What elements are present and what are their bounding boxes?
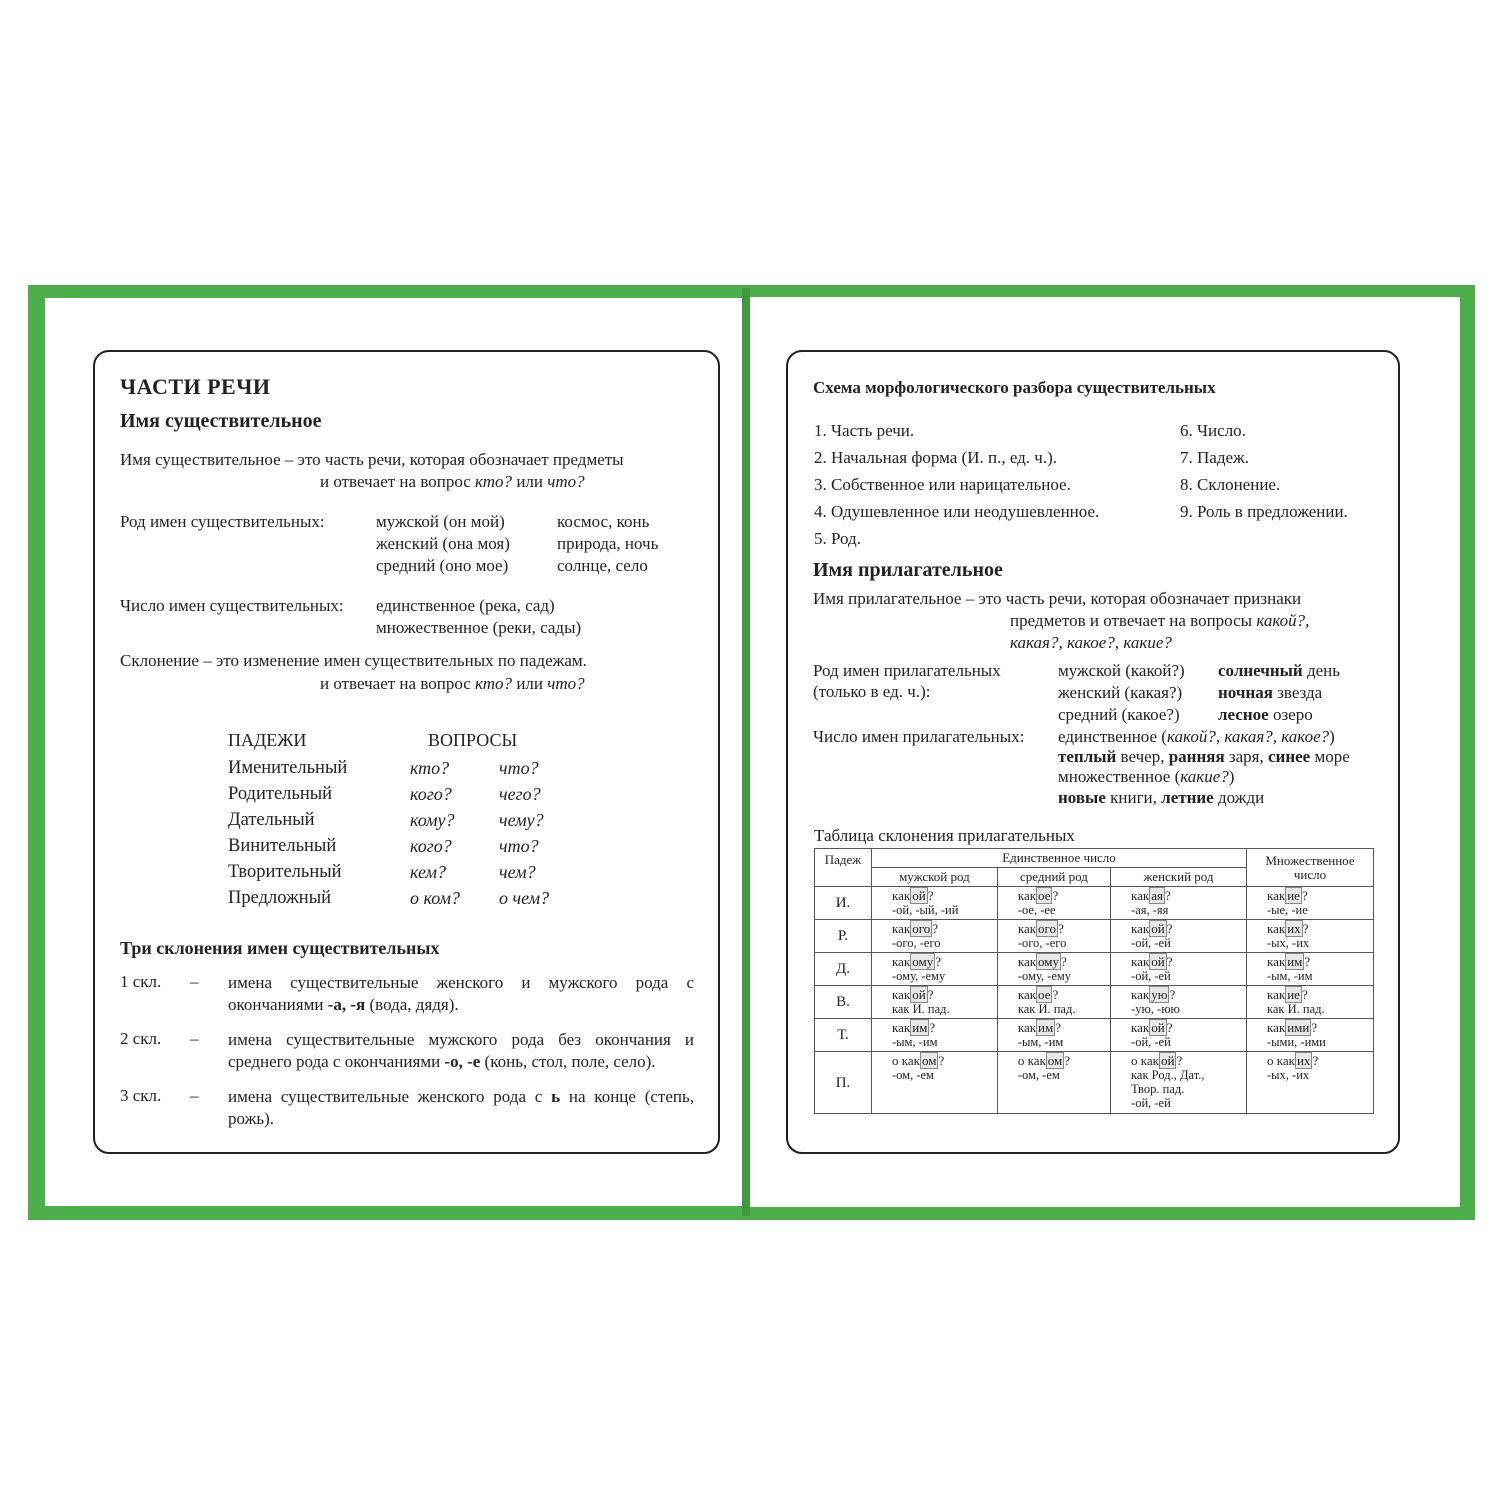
case-question-animate: кто? [410, 758, 450, 778]
case-question-animate: кого? [410, 836, 452, 856]
question-stem: как [892, 888, 911, 903]
example-adjective: теплый [1058, 747, 1117, 766]
question-form: как ому ? [892, 954, 941, 969]
example-adjective: новые [1058, 788, 1106, 807]
example-adjective: солнечный [1218, 661, 1303, 680]
question-ending: ом [1047, 1053, 1063, 1068]
adjective-gender-label-2: (только в ед. ч.): [813, 682, 931, 701]
question-stem: как [1267, 987, 1286, 1002]
question-stem: как [892, 954, 911, 969]
question-ending: ой [912, 888, 926, 903]
question-stem: как [1017, 954, 1037, 969]
declension-label: 1 скл. [120, 972, 162, 991]
question-stem: как [1017, 921, 1037, 936]
example-noun: вечер, [1116, 747, 1169, 766]
question-stem: как [1131, 888, 1150, 903]
noun-definition-line1: Имя существительное – это часть речи, которая обозначает предметы [120, 450, 624, 469]
question-ending: ого [1038, 921, 1057, 936]
case-cell: П. [815, 1052, 872, 1114]
question-form: как ому ? [1017, 954, 1067, 969]
case-question-inanimate: чем? [499, 862, 536, 882]
table-cell [1111, 887, 1247, 920]
question-form: как ая ? [1131, 888, 1171, 903]
question-stem: как [1131, 987, 1150, 1002]
ending-list: как И. пад. [1017, 1002, 1076, 1016]
table-cell [1111, 986, 1247, 1019]
question-ending: ой [1151, 921, 1165, 936]
table-cell [1247, 1052, 1374, 1114]
question-ending: им [912, 1020, 928, 1035]
declension-example: (конь, стол, поле, село). [480, 1052, 656, 1071]
question-stem: о как [1267, 1053, 1295, 1068]
question-form: как ие ? [1267, 987, 1308, 1002]
adjective-gender-name: средний (какое?) [1058, 705, 1180, 724]
adjective-gender-name: мужской (какой?) [1058, 661, 1185, 680]
declension-description [228, 972, 694, 1016]
scheme-step: 8. Склонение. [1180, 475, 1281, 494]
ending-list: -ую, -юю [1131, 1002, 1180, 1016]
question-ending: ой [1151, 954, 1165, 969]
question-form: как ую ? [1131, 987, 1176, 1002]
ending-list: -ых, -их [1267, 936, 1310, 950]
table-cell [872, 1019, 998, 1052]
ending-list: -ыми, -ими [1267, 1035, 1326, 1049]
question-form: как ой ? [892, 987, 934, 1002]
table-cell [872, 920, 998, 953]
table-cell [997, 1052, 1110, 1114]
question-stem: о как [1131, 1053, 1160, 1068]
example-noun: заря, [1224, 747, 1268, 766]
declension-ending: ь [551, 1087, 561, 1106]
question-stem: как [892, 987, 911, 1002]
table-cell [1247, 1019, 1374, 1052]
case-question-inanimate: чего? [499, 784, 541, 804]
case-question-inanimate: о чем? [499, 888, 550, 908]
question-stem: как [1267, 1020, 1286, 1035]
noun-gender-example: солнце, село [557, 556, 648, 575]
case-name: Творительный [228, 862, 342, 882]
adjective-plural: множественное (какие?) [1058, 767, 1235, 786]
question-ending: их [1296, 1053, 1311, 1068]
adjective-singular: единственное (какой?, какая?, какое?) [1058, 727, 1335, 746]
header-plural: Множественное число [1247, 849, 1374, 887]
noun-gender-label: Род имен существительных: [120, 512, 325, 531]
case-question-animate: кого? [410, 784, 452, 804]
ending-list: как И. пад. [892, 1002, 950, 1016]
table-cell [1247, 986, 1374, 1019]
scheme-step: 7. Падеж. [1180, 448, 1250, 467]
scheme-step: 9. Роль в предложении. [1180, 502, 1348, 521]
table-cell [1247, 920, 1374, 953]
ending-list: -ой, -ей [1131, 1035, 1171, 1049]
questions-header: ВОПРОСЫ [428, 730, 518, 750]
ending-list: -ого, -его [1017, 936, 1067, 950]
ending-list: как Род., Дат., Твор. пад. -ой, -ей [1131, 1068, 1205, 1110]
question-ending: ие [1287, 888, 1300, 903]
question-stem: как [1131, 921, 1150, 936]
adjective-definition-line3: какая?, какое?, какие? [1010, 633, 1172, 652]
question-stem: как [1017, 987, 1037, 1002]
question-stem: как [1131, 954, 1150, 969]
question-form: как ой ? [1131, 921, 1173, 936]
scheme-step: 4. Одушевленное или неодушевленное. [814, 502, 1100, 521]
adjective-gender-example [1218, 661, 1340, 681]
ending-list: -ых, -их [1267, 1068, 1310, 1082]
question-ending: ими [1287, 1020, 1310, 1035]
three-declensions-heading: Три склонения имен существительных [120, 938, 440, 958]
declension-table-title: Таблица склонения прилагательных [814, 826, 1075, 845]
ending-list: -ом, -ем [1017, 1068, 1060, 1082]
table-row [815, 1052, 1374, 1114]
case-name: Именительный [228, 758, 348, 778]
case-name: Предложный [228, 888, 332, 908]
table-cell [872, 986, 998, 1019]
noun-gender-name: женский (она моя) [376, 534, 510, 553]
ending-list: -ому, -ему [1017, 969, 1072, 983]
table-cell [1111, 1019, 1247, 1052]
question-form: как ой ? [892, 888, 934, 903]
notebook-spine [742, 288, 750, 1216]
ending-list: -ой, -ый, -ий [892, 903, 959, 917]
question-form: о как ом ? [892, 1053, 945, 1068]
question-form: как ого ? [892, 921, 939, 936]
question-stem: как [1267, 954, 1286, 969]
question-form: как ими ? [1267, 1020, 1318, 1035]
example-adjective: летние [1161, 788, 1214, 807]
declension-dash: – [190, 1086, 199, 1105]
question-stem: как [1017, 888, 1037, 903]
question-ending: ую [1151, 987, 1168, 1002]
noun-number-label: Число имен существительных: [120, 596, 344, 615]
scheme-step: 5. Род. [814, 529, 861, 548]
example-adjective: синее [1268, 747, 1311, 766]
ending-list: -ым, -им [1017, 1035, 1064, 1049]
adjective-gender-example [1218, 705, 1313, 725]
question-form: о как их ? [1267, 1053, 1319, 1068]
adjective-declension-table [814, 848, 1374, 1114]
adjective-definition-line2: предметов и отвечает на вопросы какой?, [1010, 611, 1310, 630]
question-stem: как [1267, 921, 1286, 936]
question-stem: о как [1017, 1053, 1046, 1068]
table-cell [1111, 1052, 1247, 1114]
adjective-plural-examples [1058, 788, 1264, 808]
ending-list: -ого, -его [892, 936, 941, 950]
question-form: о как ом ? [1017, 1053, 1071, 1068]
adjective-singular-examples [1058, 747, 1350, 767]
declension-description [228, 1029, 694, 1073]
table-cell [872, 887, 998, 920]
header-case: Падеж [815, 849, 872, 887]
question-ending: ое [1038, 987, 1051, 1002]
case-cell: Т. [815, 1019, 872, 1052]
question-form: как ой ? [1131, 954, 1173, 969]
case-question-animate: кому? [410, 810, 455, 830]
section-title: ЧАСТИ РЕЧИ [120, 374, 271, 399]
table-cell [1111, 920, 1247, 953]
question-ending: ой [1161, 1053, 1175, 1068]
noun-number-plural: множественное (реки, сады) [376, 618, 582, 637]
declension-definition-line1: Склонение – это изменение имен существительных по падежам. [120, 651, 587, 670]
declension-dash: – [190, 1029, 199, 1048]
question-ending: ой [1151, 1020, 1165, 1035]
table-row [815, 1019, 1374, 1052]
case-cell: И. [815, 887, 872, 920]
declension-example: (вода, дядя). [365, 995, 459, 1014]
example-noun: море [1310, 747, 1350, 766]
adjective-number-label: Число имен прилагательных: [813, 727, 1025, 746]
table-cell [1111, 953, 1247, 986]
ending-list: -ым, -им [892, 1035, 938, 1049]
declension-definition-line2: и отвечает на вопрос кто? или что? [320, 674, 585, 693]
cases-header: ПАДЕЖИ [228, 730, 307, 750]
noun-gender-name: мужской (он мой) [376, 512, 505, 531]
ending-list: -ые, -ие [1267, 903, 1308, 917]
case-name: Родительный [228, 784, 333, 804]
example-noun: книги, [1105, 788, 1162, 807]
noun-gender-example: природа, ночь [557, 534, 659, 553]
table-cell [1247, 953, 1374, 986]
ending-list: -ой, -ей [1131, 969, 1171, 983]
question-ending: ого [912, 921, 931, 936]
declension-ending: -о, -е [444, 1052, 481, 1071]
question-form: как ое ? [1017, 888, 1059, 903]
question-stem: как [1267, 888, 1286, 903]
case-name: Дательный [228, 810, 315, 830]
declension-description [228, 1086, 694, 1130]
question-ending: ом [921, 1053, 937, 1068]
scheme-step: 6. Число. [1180, 421, 1246, 440]
table-cell [997, 887, 1110, 920]
adjective-definition-line1: Имя прилагательное – это часть речи, которая обозначает признаки [813, 589, 1302, 608]
question-form: как ое ? [1017, 987, 1059, 1002]
ending-list: -ое, -ее [1017, 903, 1056, 917]
question-form: о как ой ? [1131, 1053, 1183, 1068]
example-noun: озеро [1268, 705, 1313, 724]
declension-ending: -а, -я [327, 995, 366, 1014]
table-cell [1247, 887, 1374, 920]
question-stem: как [892, 1020, 911, 1035]
question-stem: как [1017, 1020, 1037, 1035]
noun-gender-example: космос, конь [557, 512, 650, 531]
table-cell [997, 986, 1110, 1019]
declension-example: на конце (степь, рожь). [228, 1087, 694, 1128]
question-form: как их ? [1267, 921, 1309, 936]
header-singular: Единственное число [872, 849, 1247, 868]
example-adjective: ранняя [1168, 747, 1225, 766]
ending-list: -ым, -им [1267, 969, 1313, 983]
case-name: Винительный [228, 836, 337, 856]
scheme-step: 1. Часть речи. [814, 421, 915, 440]
question-form: как им ? [1267, 954, 1311, 969]
question-ending: ому [1038, 954, 1060, 969]
table-cell [997, 1019, 1110, 1052]
table-row [815, 986, 1374, 1019]
question-ending: ое [1038, 888, 1051, 903]
declension-text: имена существительные женского рода с [228, 1087, 552, 1106]
adjective-gender-name: женский (какая?) [1058, 683, 1183, 702]
noun-gender-name: средний (оно мое) [376, 556, 509, 575]
adjective-heading: Имя прилагательное [813, 559, 1003, 581]
table-cell [997, 920, 1110, 953]
adjective-gender-example [1218, 683, 1322, 703]
question-ending: ой [912, 987, 926, 1002]
ending-list: -ая, -яя [1131, 903, 1169, 917]
case-question-inanimate: что? [499, 758, 539, 778]
question-form: как ие ? [1267, 888, 1308, 903]
case-question-animate: кем? [410, 862, 446, 882]
declension-text: имена существительные мужского рода без окончания и среднего рода с окончаниями [228, 1030, 694, 1071]
question-ending: ая [1151, 888, 1164, 903]
ending-list: как И. пад. [1267, 1002, 1325, 1016]
declension-label: 3 скл. [120, 1086, 162, 1105]
example-adjective: ночная [1218, 683, 1273, 702]
declension-text: имена существительные женского и мужского рода с окончаниями [228, 973, 694, 1014]
case-cell: В. [815, 986, 872, 1019]
question-ending: ому [912, 954, 934, 969]
header-feminine: женский род [1111, 868, 1247, 887]
table-row [815, 953, 1374, 986]
case-question-inanimate: чему? [499, 810, 544, 830]
question-ending: им [1287, 954, 1303, 969]
question-ending: их [1287, 921, 1301, 936]
adjective-gender-label-1: Род имен прилагательных [813, 661, 1001, 680]
question-form: как ой ? [1131, 1020, 1173, 1035]
scheme-heading: Схема морфологического разбора существительных [813, 378, 1216, 397]
question-ending: ие [1287, 987, 1300, 1002]
ending-list: -ому, -ему [892, 969, 946, 983]
question-form: как ого ? [1017, 921, 1064, 936]
question-form: как им ? [1017, 1020, 1062, 1035]
noun-number-singular: единственное (река, сад) [376, 596, 555, 615]
declension-dash: – [190, 972, 199, 991]
question-stem: как [1131, 1020, 1150, 1035]
example-noun: звезда [1272, 683, 1323, 702]
header-masculine: мужской род [872, 868, 998, 887]
table-cell [997, 953, 1110, 986]
case-question-inanimate: что? [499, 836, 539, 856]
table-row [815, 887, 1374, 920]
question-stem: как [892, 921, 911, 936]
example-noun: дожди [1213, 788, 1265, 807]
example-noun: день [1302, 661, 1341, 680]
example-adjective: лесное [1218, 705, 1269, 724]
table-cell [872, 1052, 998, 1114]
question-stem: о как [892, 1053, 920, 1068]
scheme-step: 3. Собственное или нарицательное. [814, 475, 1071, 494]
ending-list: -ой, -ей [1131, 936, 1171, 950]
ending-list: -ом, -ем [892, 1068, 934, 1082]
header-neuter: средний род [997, 868, 1110, 887]
table-cell [872, 953, 998, 986]
case-cell: Д. [815, 953, 872, 986]
question-form: как им ? [892, 1020, 936, 1035]
noun-definition-line2: и отвечает на вопрос кто? или что? [320, 472, 585, 491]
noun-heading: Имя существительное [120, 410, 322, 432]
declension-label: 2 скл. [120, 1029, 162, 1048]
case-cell: Р. [815, 920, 872, 953]
scheme-step: 2. Начальная форма (И. п., ед. ч.). [814, 448, 1057, 467]
table-row [815, 920, 1374, 953]
question-ending: им [1038, 1020, 1054, 1035]
case-question-animate: о ком? [410, 888, 461, 908]
